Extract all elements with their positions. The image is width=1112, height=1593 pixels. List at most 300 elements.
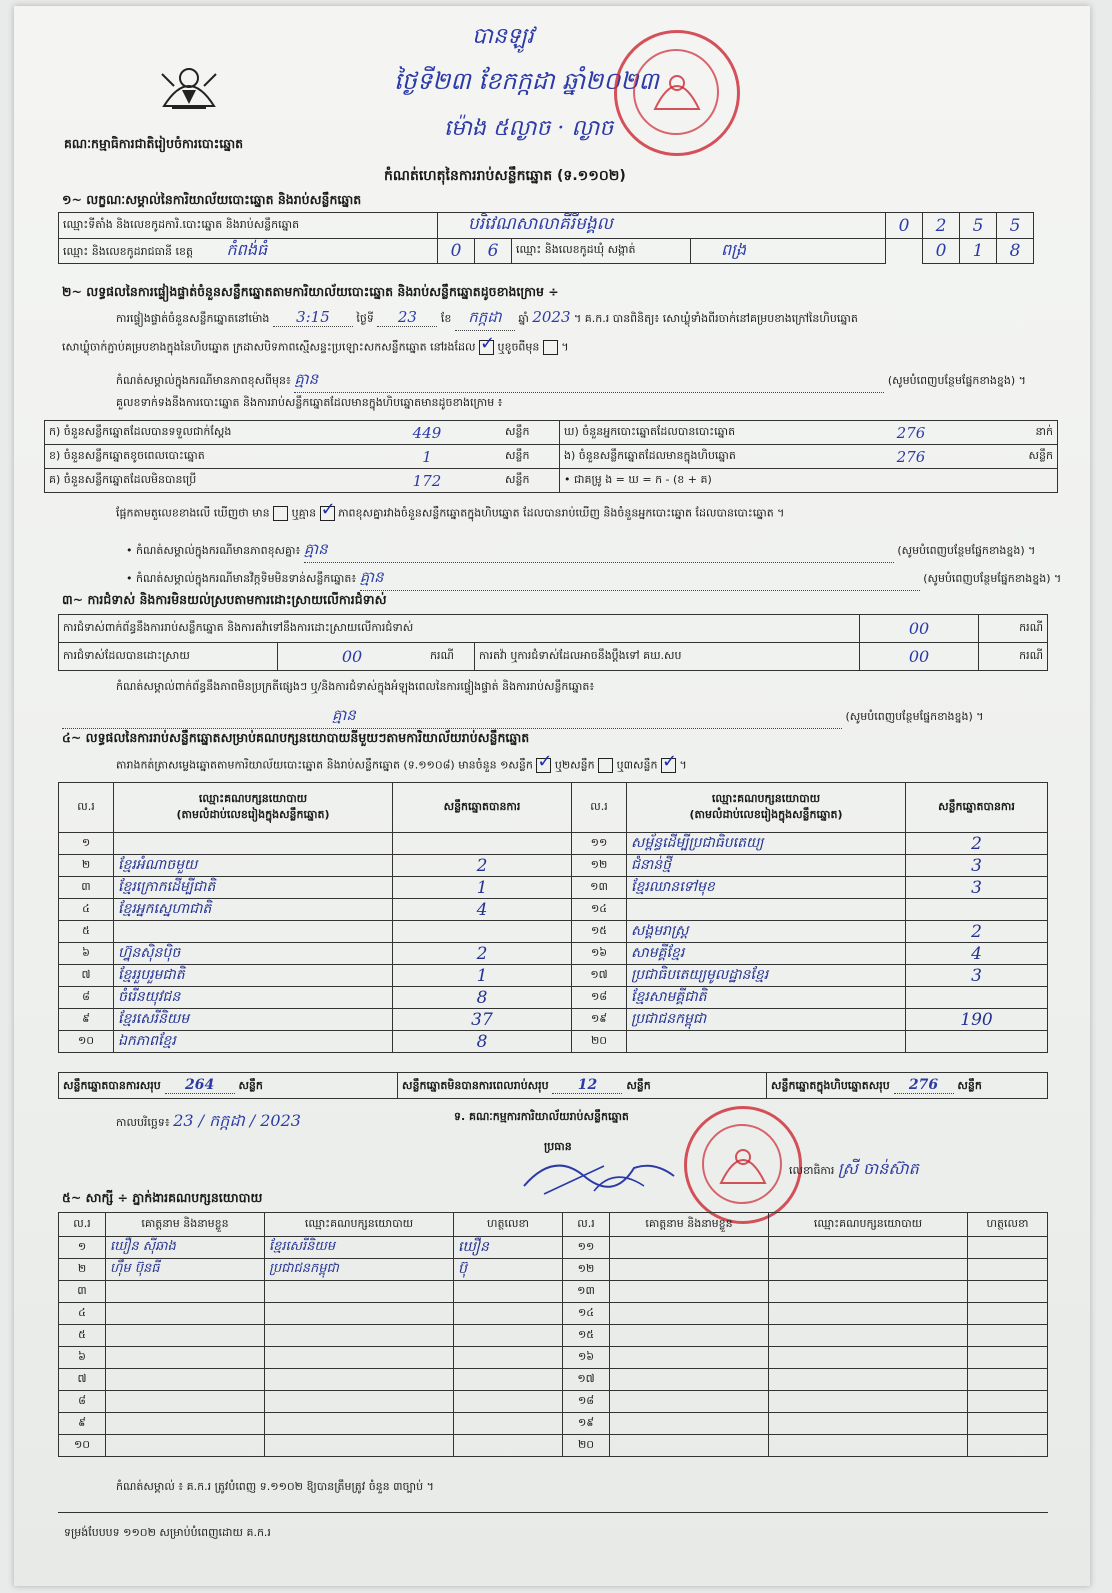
witness-name — [610, 1281, 769, 1303]
section-5-title: ៥~ សាក្សី ÷ ភ្នាក់ងារគណបក្សនយោបាយ — [62, 1190, 263, 1205]
party-results-table — [58, 782, 1048, 1053]
figure-row — [45, 445, 1058, 469]
col-party — [114, 783, 393, 833]
party-no: ៣ — [59, 877, 114, 899]
col-party-title: ឈ្មោះគណបក្សនយោបាយ — [198, 791, 308, 805]
figure-unit: សន្លឹក — [501, 421, 560, 445]
witness-col-sign: ហត្ថលេខា — [454, 1213, 563, 1237]
resolved-unit: ករណី — [426, 643, 475, 671]
party-no: ១២ — [572, 855, 627, 877]
witness-party — [265, 1413, 454, 1435]
witness-signature — [454, 1413, 563, 1435]
party-name: ខ្មែររួបរួមជាតិ — [114, 965, 393, 987]
witness-row — [59, 1281, 1048, 1303]
witness-party — [265, 1369, 454, 1391]
figure-value-right: 276 — [818, 445, 1004, 469]
party-votes — [906, 1031, 1048, 1053]
witness-name — [106, 1325, 265, 1347]
party-no: ៧ — [59, 965, 114, 987]
committee-label: ទ. គណៈកម្មការការិយាល័យរាប់សន្លឹកឆ្នោត — [454, 1110, 629, 1123]
figure-value: 449 — [353, 421, 501, 445]
witness-no: ៤ — [59, 1303, 106, 1325]
witness-no: ១ — [59, 1237, 106, 1259]
province-label — [59, 239, 438, 264]
form-title: កំណត់ហេតុនៃការរាប់សន្លឹកឆ្នោត (ទ.១១០២) — [384, 168, 626, 184]
appeal-unit: ករណី — [979, 643, 1048, 671]
party-no: ២០ — [572, 1031, 627, 1053]
witness-col-party: ឈ្មោះគណបក្សនយោបាយ — [265, 1213, 454, 1237]
party-name: ខ្មែរសេរីនិយម — [114, 1009, 393, 1031]
appeal-value: 00 — [860, 643, 979, 671]
commission-name: គណៈកម្មាធិការជាតិរៀបចំការបោះឆ្នោត — [64, 136, 244, 151]
witness-signature: ឃឿន — [454, 1237, 563, 1259]
difference-note-value: គ្មាន — [294, 370, 884, 393]
witness-no: ១៩ — [563, 1413, 610, 1435]
commune-code-digit: 1 — [960, 239, 997, 264]
witness-party — [769, 1237, 968, 1259]
difference-note-tail: (សូមបំពេញបន្ថែមផ្នែកខាងខ្នង) ។ — [887, 374, 1026, 387]
party-votes: 8 — [393, 987, 572, 1009]
witness-party — [265, 1435, 454, 1457]
witness-name — [610, 1237, 769, 1259]
two-sheet-label: ឬ២សន្លឹក — [554, 758, 595, 772]
party-name: ខ្មែរឈានទៅមុខ — [627, 877, 906, 899]
committee-stamp — [684, 1106, 802, 1224]
official-stamp — [614, 30, 740, 156]
witness-no: ១៤ — [563, 1303, 610, 1325]
witness-no: ១៨ — [563, 1391, 610, 1413]
irregularities-value: គ្មាន — [62, 706, 842, 729]
party-name: សម្ព័ន្ធដើម្បីប្រជាធិបតេយ្យ — [627, 833, 906, 855]
verification-year: 2023 — [532, 308, 571, 326]
witness-name: ហ៊ឹម ប៊ុនធី — [106, 1259, 265, 1281]
witness-row — [59, 1303, 1048, 1325]
figure-value-right — [818, 469, 1004, 493]
col-no-right: ល.រ — [572, 783, 627, 833]
verification-text: ការផ្ទៀងផ្ទាត់ចំនួនសន្លឹកឆ្នោតនៅម៉ោង — [116, 312, 270, 325]
party-name: សាមគ្គីខ្មែរ — [627, 943, 906, 965]
secretary — [789, 1158, 919, 1182]
witness-name — [106, 1303, 265, 1325]
witness-signature — [968, 1369, 1048, 1391]
witness-party: ប្រជាជនកម្ពុជា — [265, 1259, 454, 1281]
complaints-label: ការជំទាស់ពាក់ព័ន្ធនឹងការរាប់សន្លឹកឆ្នោត និងការតវ៉ាទៅនឹងការដោះស្រាយលើការជំទាស់ — [59, 615, 860, 643]
day-label: ថ្ងៃទី — [356, 312, 374, 325]
witness-party — [769, 1369, 968, 1391]
party-votes — [906, 899, 1048, 921]
witness-no: ១៧ — [563, 1369, 610, 1391]
party-votes: 2 — [906, 921, 1048, 943]
nec-logo — [154, 56, 224, 116]
resolved-value: 00 — [278, 643, 427, 671]
footer-divider — [58, 1512, 1048, 1513]
witness-name: ឃឿន ស៊ីឆាង — [106, 1237, 265, 1259]
note-2-tail: (សូមបំពេញបន្ថែមផ្នែកខាងខ្នង) ។ — [897, 544, 1036, 557]
party-row — [59, 833, 1048, 855]
figure-value-right: 276 — [818, 421, 1004, 445]
seal-broken-checkbox[interactable] — [543, 340, 558, 355]
location-label: ឈ្មោះទីតាំង និងលេខកូដការិ.បោះឆ្នោត និងរាប់សន្លឹកឆ្នោត — [59, 213, 438, 239]
party-votes: 37 — [393, 1009, 572, 1031]
location-code-digit: 2 — [923, 213, 960, 239]
col-votes: សន្លឹកឆ្នោតបានការ — [393, 783, 572, 833]
party-no: ១ — [59, 833, 114, 855]
figure-label: ក) ចំនួនសន្លឹកឆ្នោតដែលបានទទួលជាក់ស្តែង — [45, 421, 354, 445]
invalid-total-unit: សន្លឹក — [626, 1078, 651, 1092]
date-label: កាលបរិច្ឆេទ៖ — [116, 1116, 170, 1129]
figure-unit-right: សន្លឹក — [1004, 445, 1058, 469]
party-votes: 2 — [393, 855, 572, 877]
province-code-digit: 6 — [475, 239, 512, 264]
col-party-title: ឈ្មោះគណបក្សនយោបាយ — [711, 791, 821, 805]
witness-row — [59, 1259, 1048, 1281]
valid-total-label: សន្លឹកឆ្នោតបានការសរុប — [63, 1078, 161, 1092]
complaints-table — [58, 614, 1048, 671]
irregularities-label: កំណត់សម្គាល់ពាក់ព័ន្ធនឹងភាពមិនប្រក្រតីផ្សេងៗ ឬ/និងការជំទាស់ក្នុងអំឡុងពេលនៃការផ្ទៀងផ្ទាត់ និងការរាប់សន្លឹកឆ្នោត៖ — [116, 680, 595, 693]
province-label-text: ឈ្មោះ និងលេខកូដរាជធានី ខេត្ត — [63, 245, 193, 258]
witness-col-party-right: ឈ្មោះគណបក្សនយោបាយ — [769, 1213, 968, 1237]
comparison-tail: ភាពខុសគ្នារវាងចំនួនសន្លឹកឆ្នោតក្នុងហិបឆ្នោត ដែលបានរាប់ឃើញ និងចំនួនអ្នកបោះឆ្នោត ដែលបានបោះឆ្នោត ។ — [338, 506, 785, 520]
witness-col-no: ល.រ — [59, 1213, 106, 1237]
party-no: ១៧ — [572, 965, 627, 987]
figure-unit-right — [1004, 469, 1058, 493]
footnote: កំណត់សម្គាល់ ៖ គ.ក.រ ត្រូវបំពេញ ទ.១១០២ ឱ្យបានត្រឹមត្រូវ ចំនួន ៣ច្បាប់ ។ — [116, 1480, 434, 1493]
party-row — [59, 921, 1048, 943]
commune-value: ពង្រ — [691, 239, 886, 264]
form-footer: ទម្រង់បែបបទ ១១០២ សម្រាប់បំពេញដោយ គ.ក.រ — [64, 1526, 271, 1539]
figure-row — [45, 421, 1058, 445]
witness-signature — [968, 1281, 1048, 1303]
witness-name — [106, 1435, 265, 1457]
two-sheet-checkbox[interactable] — [598, 758, 613, 773]
witness-no: ៩ — [59, 1413, 106, 1435]
party-name: សង្គមរាស្ត្រ — [627, 921, 906, 943]
witness-no: ១៣ — [563, 1281, 610, 1303]
party-row — [59, 855, 1048, 877]
invalid-total — [398, 1073, 767, 1099]
party-votes: 2 — [906, 833, 1048, 855]
party-no: ១៤ — [572, 899, 627, 921]
has-difference-checkbox[interactable] — [273, 506, 288, 521]
witness-name — [610, 1259, 769, 1281]
handwritten-note-1: បានឡូវ — [472, 24, 534, 49]
witness-signature — [968, 1413, 1048, 1435]
witness-row — [59, 1391, 1048, 1413]
witness-party — [769, 1303, 968, 1325]
party-name — [627, 899, 906, 921]
figure-value: 172 — [353, 469, 501, 493]
box-total-unit: សន្លឹក — [957, 1078, 982, 1092]
witness-no: ៥ — [59, 1325, 106, 1347]
section-2-title: ២~ លទ្ធផលនៃការផ្ទៀងផ្ទាត់ចំនួនសន្លឹកឆ្នោតតាមការិយាល័យបោះឆ្នោត និងរាប់សន្លឹកឆ្នោតដូចខាងក្រោម ÷ — [62, 284, 559, 299]
witness-name — [610, 1303, 769, 1325]
witness-party — [769, 1413, 968, 1435]
party-name: ហ្វ៊ុនស៊ិនប៉ិច — [114, 943, 393, 965]
figure-unit-right: នាក់ — [1004, 421, 1058, 445]
witness-name — [610, 1325, 769, 1347]
witness-row — [59, 1369, 1048, 1391]
chair-signature — [514, 1146, 704, 1206]
witness-party — [769, 1325, 968, 1347]
witness-no: ១១ — [563, 1237, 610, 1259]
box-total-label: សន្លឹកឆ្នោតក្នុងហិបឆ្នោតសរុប — [771, 1078, 890, 1092]
witness-no: ៦ — [59, 1347, 106, 1369]
witness-signature — [454, 1347, 563, 1369]
note-3-tail: (សូមបំពេញបន្ថែមផ្នែកខាងខ្នង) ។ — [923, 572, 1062, 585]
witness-name — [610, 1369, 769, 1391]
party-row — [59, 987, 1048, 1009]
figure-label-right: • ជាគម្រូ ង = ឃ = ក - (ខ + គ) — [560, 469, 819, 493]
witness-no: ១៥ — [563, 1325, 610, 1347]
party-votes: 1 — [393, 965, 572, 987]
handwritten-note-2: ថ្ងៃទី២៣ ខែកក្កដា ឆ្នាំ២០២៣ — [394, 67, 659, 95]
witness-table — [58, 1212, 1048, 1457]
witness-signature — [968, 1435, 1048, 1457]
witness-row — [59, 1347, 1048, 1369]
party-name: ខ្មែរអំណាចមួយ — [114, 855, 393, 877]
witness-party — [265, 1347, 454, 1369]
party-votes: 3 — [906, 855, 1048, 877]
note-2-label: • កំណត់សម្គាល់ក្នុងករណីមានភាពខុសគ្នា៖ — [126, 544, 301, 557]
verification-line-1 — [116, 308, 1046, 331]
appeal-label: ការតវ៉ា ឬការជំទាស់ដែលអាចនឹងប្តឹងទៅ គឃ.សប — [475, 643, 860, 671]
witness-signature — [968, 1303, 1048, 1325]
witness-col-name: គោត្តនាម និងនាមខ្លួន — [106, 1213, 265, 1237]
note-3-value: គ្មាន — [360, 568, 920, 591]
three-sheet-checkbox[interactable] — [661, 758, 676, 773]
invalid-total-value: 12 — [552, 1077, 622, 1094]
party-row — [59, 943, 1048, 965]
witness-signature — [454, 1435, 563, 1457]
witness-signature — [454, 1369, 563, 1391]
witness-signature — [968, 1325, 1048, 1347]
witness-row — [59, 1237, 1048, 1259]
witness-col-sign-right: ហត្ថលេខា — [968, 1213, 1048, 1237]
three-sheet-label: ឬ៣សន្លឹក — [616, 758, 658, 772]
witness-signature: ប៊ុ — [454, 1259, 563, 1281]
verification-time: 3:15 — [273, 308, 353, 327]
witness-row — [59, 1325, 1048, 1347]
party-row — [59, 899, 1048, 921]
commune-code-digit: 8 — [997, 239, 1034, 264]
verification-line-2: សោឃ្លុំចាក់ភ្ជាប់គម្របខាងក្នុងនៃហិបឆ្នោត ក្រដាសបិទភាពស្មើសន្ទះប្រឡោះសកសន្លឹកឆ្នោត នៅរងដែល ✓ ឬខូចពីមុន ។ — [62, 340, 569, 357]
witness-signature — [454, 1281, 563, 1303]
tally-sheet-text: តារាងកត់ត្រាសម្លេងឆ្នោតតាមការិយាល័យបោះឆ្នោត និងរាប់សន្លឹកឆ្នោត (ទ.១១០៨) មានចំនួន ១សន្លឹក — [116, 758, 533, 772]
valid-total-unit: សន្លឹក — [238, 1078, 263, 1092]
comparison-text: ផ្អែកតាមតួលេខខាងលើ ឃើញថា មាន — [116, 506, 270, 520]
witness-signature — [454, 1303, 563, 1325]
col-party-subtitle: (តាមលំដាប់លេខរៀងក្នុងសន្លឹកឆ្នោត) — [176, 807, 330, 821]
figure-value: 1 — [353, 445, 501, 469]
party-name: ខ្មែរក្រោកដើម្បីជាតិ — [114, 877, 393, 899]
irregularities-line — [62, 706, 984, 729]
signing-date — [116, 1110, 301, 1134]
witness-name — [106, 1413, 265, 1435]
witness-signature — [454, 1325, 563, 1347]
witness-name — [106, 1369, 265, 1391]
witness-party — [769, 1347, 968, 1369]
witness-name — [610, 1413, 769, 1435]
witness-no: ២ — [59, 1259, 106, 1281]
difference-note-2 — [126, 540, 1035, 563]
witness-no: ៧ — [59, 1369, 106, 1391]
party-name: ខ្មែរសាមគ្គីជាតិ — [627, 987, 906, 1009]
province-code-digit: 0 — [438, 239, 475, 264]
note-3-label: • កំណត់សម្គាល់ក្នុងករណីមានវិក្កទិមមិនទាន់សន្លឹកឆ្នោត៖ — [126, 572, 357, 585]
witness-name — [610, 1435, 769, 1457]
chair-label: ប្រធាន — [544, 1140, 572, 1153]
valid-total — [59, 1073, 398, 1099]
witness-party — [769, 1391, 968, 1413]
witness-no: ៣ — [59, 1281, 106, 1303]
note-2-value: គ្មាន — [304, 540, 894, 563]
figure-label-right: ឃ) ចំនួនអ្នកបោះឆ្នោតដែលបានបោះឆ្នោត — [560, 421, 819, 445]
witness-name — [610, 1347, 769, 1369]
resolved-label: ការជំទាស់ដែលបានដោះស្រាយ — [59, 643, 278, 671]
party-name: ជំនាន់ថ្មី — [627, 855, 906, 877]
party-row — [59, 1009, 1048, 1031]
witness-name — [106, 1391, 265, 1413]
witness-party — [265, 1325, 454, 1347]
witness-col-no-right: ល.រ — [563, 1213, 610, 1237]
figures-intro: គួលខទាក់ទងនឹងការបោះឆ្នោត និងការរាប់សន្លឹកឆ្នោតដែលមានក្នុងហិបឆ្នោតមានដូចខាងក្រោម ៖ — [116, 396, 503, 409]
witness-no: ៨ — [59, 1391, 106, 1413]
party-votes — [906, 987, 1048, 1009]
witness-signature — [968, 1347, 1048, 1369]
province-value: កំពង់ធំ — [226, 240, 268, 259]
complaints-unit: ករណី — [979, 615, 1048, 643]
figure-unit: សន្លឹក — [501, 469, 560, 493]
party-row — [59, 965, 1048, 987]
witness-party: ខ្មែរសេរីនិយម — [265, 1237, 454, 1259]
witness-signature — [968, 1391, 1048, 1413]
witness-no: ១០ — [59, 1435, 106, 1457]
party-votes: 190 — [906, 1009, 1048, 1031]
verification-month: កក្កដា — [455, 308, 515, 331]
party-no: ៤ — [59, 899, 114, 921]
verification-tail: ។ គ.ក.រ បានពិនិត្យ៖ សោឃ្លុំទាំងពីរចាក់នៅគម្របខាងក្រៅនៃហិបឆ្នោត — [574, 312, 858, 325]
party-no: ៥ — [59, 921, 114, 943]
party-no: ១១ — [572, 833, 627, 855]
seal-text: សោឃ្លុំចាក់ភ្ជាប់គម្របខាងក្នុងនៃហិបឆ្នោត ក្រដាសបិទភាពស្មើសន្ទះប្រឡោះសកសន្លឹកឆ្នោត នៅរងដែល — [62, 340, 476, 354]
secretary-label: លេខាធិការ — [789, 1164, 835, 1177]
valid-total-value: 264 — [165, 1077, 235, 1094]
party-votes — [393, 921, 572, 943]
witness-name — [106, 1281, 265, 1303]
witness-party — [769, 1435, 968, 1457]
invalid-total-label: សន្លឹកឆ្នោតមិនបានការពេលរាប់សរុប — [402, 1078, 549, 1092]
party-no: ១៦ — [572, 943, 627, 965]
difference-note-3 — [126, 568, 1061, 591]
irregularities-tail: (សូមបំពេញបន្ថែមផ្នែកខាងខ្នង) ។ — [845, 710, 984, 723]
party-no: ២ — [59, 855, 114, 877]
col-party-right — [627, 783, 906, 833]
seal-intact-checkbox[interactable] — [479, 340, 494, 355]
commune-label: ឈ្មោះ និងលេខកូដឃុំ សង្កាត់ — [512, 239, 691, 264]
seal-broken-label: ឬខូចពីមុន — [497, 340, 540, 354]
tally-sheet-line: តារាងកត់ត្រាសម្លេងឆ្នោតតាមការិយាល័យបោះឆ្នោត និងរាប់សន្លឹកឆ្នោត (ទ.១១០៨) មានចំនួន ១សន្លឹក ✓ ឬ២សន្លឹក ឬ៣សន្លឹក ✓ ។ — [116, 758, 687, 775]
party-no: ១០ — [59, 1031, 114, 1053]
verification-day: 23 — [377, 308, 437, 327]
witness-row — [59, 1435, 1048, 1457]
no-difference-checkbox[interactable] — [320, 506, 335, 521]
location-code-digit: 0 — [886, 213, 923, 239]
one-sheet-checkbox[interactable] — [536, 758, 551, 773]
box-total — [767, 1073, 1048, 1099]
complaints-value: 00 — [860, 615, 979, 643]
party-name: ប្រជាធិបតេយ្យមូលដ្ឋានខ្មែរ — [627, 965, 906, 987]
figure-label: គ) ចំនួនសន្លឹកឆ្នោតដែលមិនបានប្រើ — [45, 469, 354, 493]
party-no: ១៩ — [572, 1009, 627, 1031]
party-votes: 4 — [906, 943, 1048, 965]
no-difference-label: ឬគ្មាន — [291, 506, 317, 520]
witness-party — [769, 1281, 968, 1303]
party-no: ១៥ — [572, 921, 627, 943]
commune-code-digit: 0 — [923, 239, 960, 264]
col-no: ល.រ — [59, 783, 114, 833]
section-1-title: ១~ លក្ខណៈសម្គាល់នៃការិយាល័យបោះឆ្នោត និងរាប់សន្លឹកឆ្នោត — [62, 192, 362, 207]
col-votes-right: សន្លឹកឆ្នោតបានការ — [906, 783, 1048, 833]
party-name: ខ្មែរអ្នកស្នេហាជាតិ — [114, 899, 393, 921]
witness-signature — [454, 1391, 563, 1413]
party-votes: 8 — [393, 1031, 572, 1053]
witness-row — [59, 1413, 1048, 1435]
witness-party — [265, 1303, 454, 1325]
month-label: ខែ — [440, 312, 452, 325]
secretary-value: ស្រី ចាន់ស៊ាត — [837, 1159, 919, 1178]
figure-label: ខ) ចំនួនសន្លឹកឆ្នោតខូចពេលបោះឆ្នោត — [45, 445, 354, 469]
location-value: បរិវេណសាលាគីរីមង្គល — [438, 213, 886, 239]
witness-name — [610, 1391, 769, 1413]
witness-party — [769, 1259, 968, 1281]
witness-party — [265, 1281, 454, 1303]
figure-unit: សន្លឹក — [501, 445, 560, 469]
location-code-digit: 5 — [960, 213, 997, 239]
party-name: ចំរើនយុវជន — [114, 987, 393, 1009]
party-name: ឯកភាពខ្មែរ — [114, 1031, 393, 1053]
party-name — [114, 833, 393, 855]
party-row — [59, 1031, 1048, 1053]
date-value: 23 / កក្កដា / 2023 — [173, 1111, 301, 1130]
difference-note-label: កំណត់សម្គាល់ក្នុងករណីមានភាពខុសពីមុន៖ — [116, 374, 291, 387]
witness-col-name-right: គោត្តនាម និងនាមខ្លួន — [610, 1213, 769, 1237]
party-name: ប្រជាជនកម្ពុជា — [627, 1009, 906, 1031]
witness-no: ១៦ — [563, 1347, 610, 1369]
party-votes: 2 — [393, 943, 572, 965]
witness-name — [106, 1347, 265, 1369]
totals-row — [58, 1072, 1048, 1099]
location-code-digit: 5 — [997, 213, 1034, 239]
handwritten-note-3: ម៉ោង ៥ល្ងាច · ល្ងាច — [444, 116, 614, 141]
year-label: ឆ្នាំ — [518, 312, 529, 325]
party-no: ៦ — [59, 943, 114, 965]
figure-row — [45, 469, 1058, 493]
section-1-table — [58, 212, 1034, 264]
party-no: ១៣ — [572, 877, 627, 899]
witness-signature — [968, 1237, 1048, 1259]
difference-note — [116, 370, 1046, 393]
party-no: ៩ — [59, 1009, 114, 1031]
party-votes — [393, 833, 572, 855]
party-votes: 4 — [393, 899, 572, 921]
party-no: ១៨ — [572, 987, 627, 1009]
party-row — [59, 877, 1048, 899]
witness-no: ២០ — [563, 1435, 610, 1457]
witness-signature — [968, 1259, 1048, 1281]
party-name — [627, 1031, 906, 1053]
party-votes: 1 — [393, 877, 572, 899]
section-3-title: ៣~ ការជំទាស់ និងការមិនយល់ស្របតាមការដោះស្រាយលើការជំទាស់ — [62, 592, 387, 607]
